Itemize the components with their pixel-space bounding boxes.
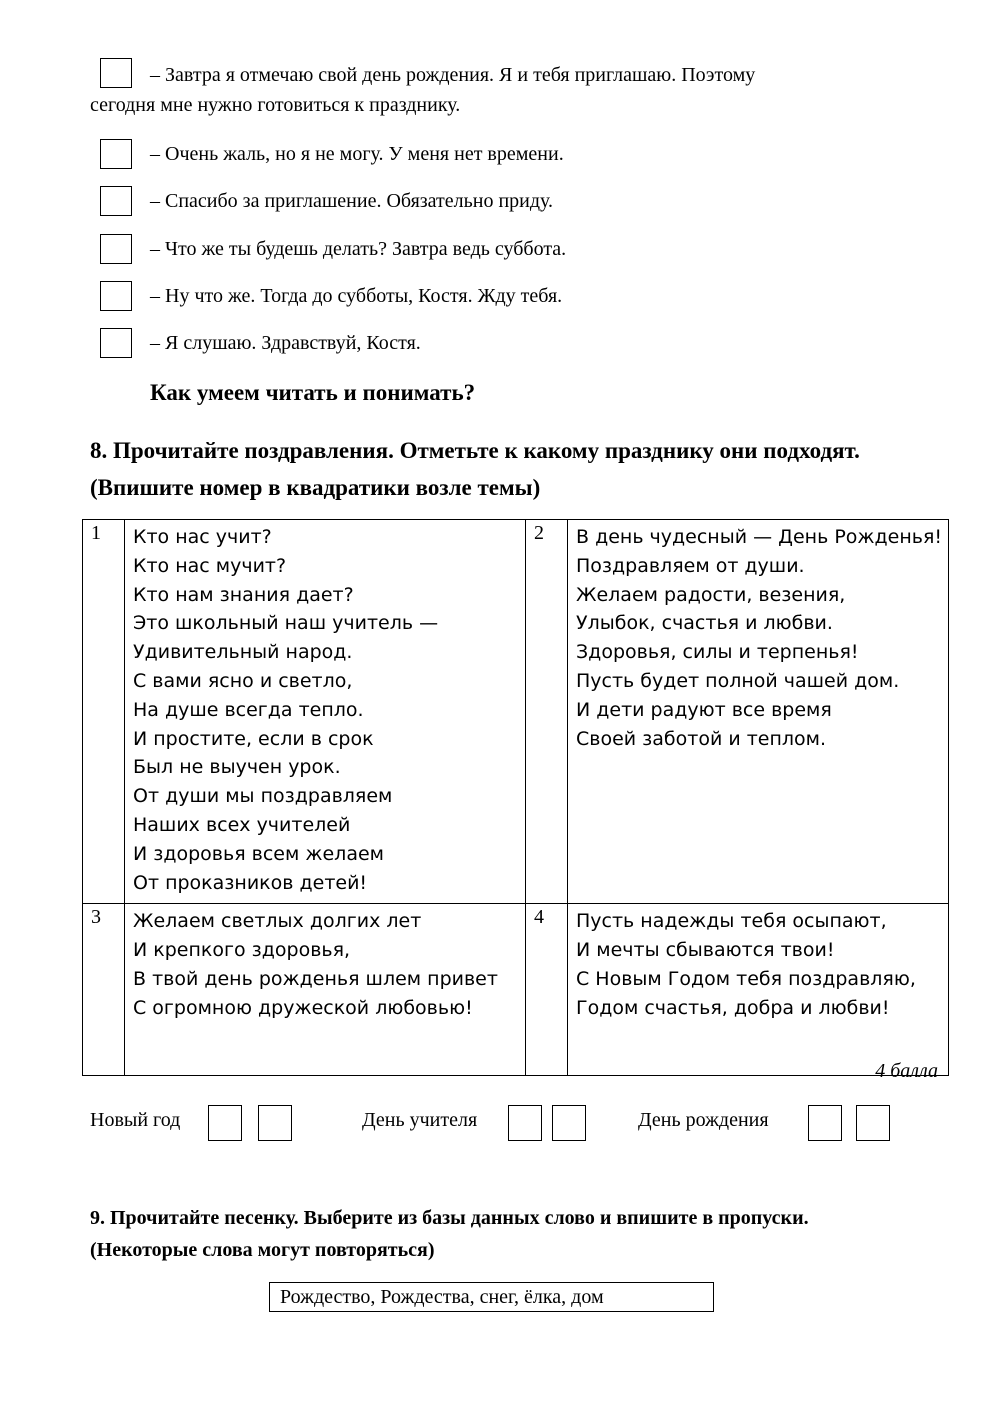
poem-line: Кто нам знания дает? bbox=[133, 583, 354, 606]
poem-1 bbox=[125, 520, 526, 904]
answer-box-dialogue-2[interactable] bbox=[100, 139, 132, 169]
dialogue-line-6-text: – Я слушаю. Здравствуй, Костя. bbox=[150, 332, 421, 354]
dialogue-line-1-continuation: сегодня мне нужно готовиться к празднику. bbox=[90, 94, 461, 116]
poem-line: В день чудесный — День Рожденья! bbox=[576, 526, 943, 548]
answer-box-teachers-day-2[interactable] bbox=[552, 1105, 586, 1141]
poem-line: Пусть надежды тебя осыпают, bbox=[576, 910, 887, 933]
label-new-year: Новый год bbox=[90, 1109, 181, 1131]
poem-line: Кто нас мучит? bbox=[133, 554, 287, 577]
poem-line: В твой день рожденья шлем привет bbox=[133, 967, 498, 990]
poem-line: От проказников детей! bbox=[133, 871, 368, 894]
poem-line: Здоровья, силы и терпенья! bbox=[576, 641, 859, 664]
poem-line: На душе всегда тепло. bbox=[133, 698, 364, 721]
poem-line: Улыбок, счастья и любви. bbox=[576, 612, 833, 635]
poem-3 bbox=[125, 904, 526, 1076]
dialogue-line-6 bbox=[90, 328, 421, 358]
poem-line: С вами ясно и светло, bbox=[133, 669, 353, 692]
task-8-title: 8. Прочитайте поздравления. Отметьте к какому празднику они подходят. (Впишите номер в квадратики возле темы) bbox=[90, 438, 860, 500]
dialogue-line-2 bbox=[90, 139, 564, 169]
dialogue-line-3-text: – Спасибо за приглашение. Обязательно приду. bbox=[150, 190, 554, 212]
dialogue-line-1-text: – Завтра я отмечаю свой день рождения. Я и тебя приглашаю. Поэтому bbox=[150, 64, 756, 86]
label-birthday: День рождения bbox=[638, 1109, 769, 1131]
poem-line: И крепкого здоровья, bbox=[133, 939, 351, 962]
label-teachers-day: День учителя bbox=[362, 1109, 478, 1131]
poem-line: С Новым Годом тебя поздравляю, bbox=[576, 967, 916, 990]
poem-line: Наших всех учителей bbox=[133, 813, 351, 836]
poem-line: Это школьный наш учитель — bbox=[133, 612, 439, 635]
dialogue-line-5-text: – Ну что же. Тогда до субботы, Костя. Жду тебя. bbox=[150, 285, 563, 307]
section-heading: Как умеем читать и понимать? bbox=[150, 380, 476, 405]
holiday-answer-row bbox=[90, 1105, 910, 1141]
answer-box-dialogue-1[interactable] bbox=[100, 58, 132, 88]
poem-line: И дети радуют все время bbox=[576, 698, 832, 721]
answer-box-birthday-2[interactable] bbox=[856, 1105, 890, 1141]
answer-box-birthday-1[interactable] bbox=[808, 1105, 842, 1141]
poem-number: 2 bbox=[526, 520, 568, 904]
answer-box-dialogue-6[interactable] bbox=[100, 328, 132, 358]
poem-line: Годом счастья, добра и любви! bbox=[576, 996, 890, 1019]
dialogue-line-4 bbox=[90, 234, 566, 264]
poem-line: Был не выучен урок. bbox=[133, 756, 341, 779]
dialogue-line-4-text: – Что же ты будешь делать? Завтра ведь суббота. bbox=[150, 238, 567, 260]
poem-line: И здоровья всем желаем bbox=[133, 842, 384, 865]
poem-line: Желаем светлых долгих лет bbox=[133, 910, 422, 933]
poem-4 bbox=[568, 904, 949, 1076]
poem-line: Кто нас учит? bbox=[133, 526, 272, 548]
poem-line: С огромною дружеской любовью! bbox=[133, 996, 473, 1019]
poem-line: И мечты сбываются твои! bbox=[576, 939, 835, 962]
answer-box-teachers-day-1[interactable] bbox=[508, 1105, 542, 1141]
answer-box-dialogue-5[interactable] bbox=[100, 281, 132, 311]
points-label: 4 балла bbox=[875, 1060, 938, 1082]
poem-line: Пусть будет полной чашей дом. bbox=[576, 669, 900, 692]
poem-number: 4 bbox=[526, 904, 568, 1076]
dialogue-line-2-text: – Очень жаль, но я не могу. У меня нет времени. bbox=[150, 143, 564, 165]
dialogue-line-3 bbox=[90, 186, 553, 216]
poem-line: Удивительный народ. bbox=[133, 641, 353, 664]
answer-box-new-year-1[interactable] bbox=[208, 1105, 242, 1141]
poem-line: Желаем радости, везения, bbox=[576, 583, 846, 606]
poem-2 bbox=[568, 520, 949, 904]
poem-line: И простите, если в срок bbox=[133, 727, 374, 750]
dialogue-line-1 bbox=[90, 60, 880, 90]
answer-box-dialogue-3[interactable] bbox=[100, 186, 132, 216]
task-9-title: 9. Прочитайте песенку. Выберите из базы данных слово и впишите в пропуски. (Некоторые слова могут повторяться) bbox=[90, 1207, 809, 1261]
answer-box-new-year-2[interactable] bbox=[258, 1105, 292, 1141]
poems-table bbox=[82, 519, 949, 1076]
dialogue-line-5 bbox=[90, 281, 562, 311]
answer-box-dialogue-4[interactable] bbox=[100, 234, 132, 264]
poem-number: 1 bbox=[83, 520, 125, 904]
poem-line: Поздравляем от души. bbox=[576, 554, 805, 577]
poem-number: 3 bbox=[83, 904, 125, 1076]
poem-line: От души мы поздравляем bbox=[133, 785, 393, 808]
word-bank: Рождество, Рождества, снег, ёлка, дом bbox=[269, 1282, 714, 1312]
poem-line: Своей заботой и теплом. bbox=[576, 727, 827, 750]
